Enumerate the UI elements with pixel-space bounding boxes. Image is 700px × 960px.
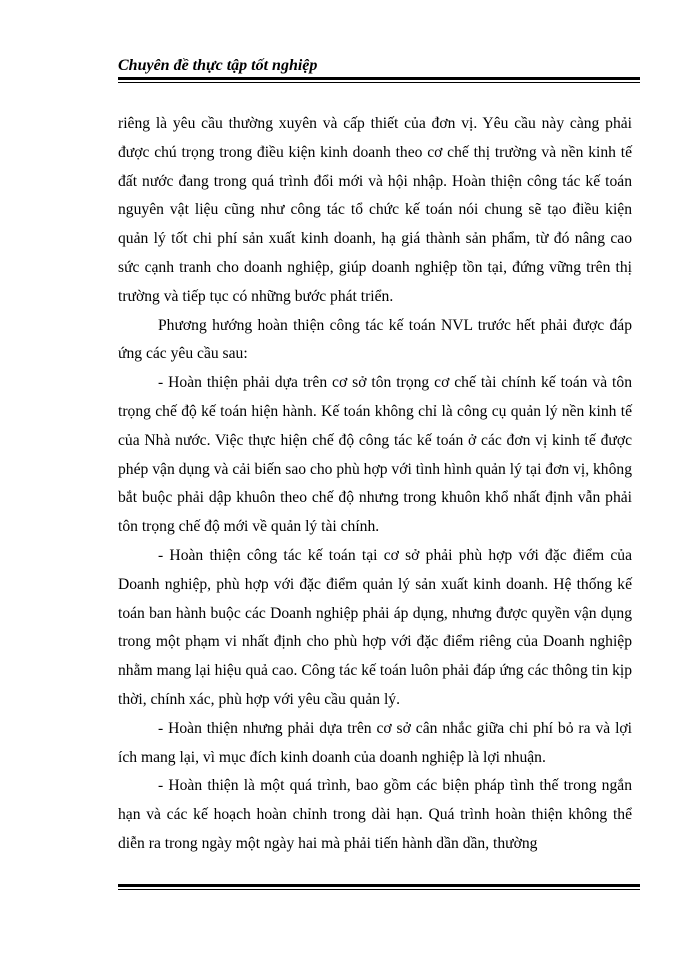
document-body <box>118 110 632 859</box>
paragraph-4: - Hoàn thiện công tác kế toán tại cơ sở phải phù hợp với đặc điểm của Doanh nghiệp, phù hợp với đặc điểm quản lý sản xuất kinh doanh. Hệ thống kế toán ban hành buộc các Doanh nghiệp phải áp dụng, nhưng được quyền vận dụng trong một phạm vi nhất định cho phù hợp với đặc điểm riêng của Doanh nghiệp nhằm mang lại hiệu quả cao. Công tác kế toán luôn phải đáp ứng các thông tin kịp thời, chính xác, phù hợp với yêu cầu quản lý. <box>118 546 632 708</box>
paragraph-1: riêng là yêu cầu thường xuyên và cấp thiết của đơn vị. Yêu cầu này càng phải được chú trọng trong điều kiện kinh doanh theo cơ chế thị trường và nền kinh tế đất nước đang trong quá trình đổi mới và hội nhập. Hoàn thiện công tác kế toán nguyên vật liệu cũng như công tác tổ chức kế toán nói chung sẽ tạo điều kiện quản lý tốt chi phí sản xuất kinh doanh, hạ giá thành sản phẩm, từ đó nâng cao sức cạnh tranh cho doanh nghiệp, giúp doanh nghiệp tồn tại, đứng vững trên thị trường và tiếp tục có những bước phát triển. <box>118 115 632 305</box>
footer-rule <box>118 884 640 887</box>
page-footer <box>118 884 640 887</box>
header-rule <box>118 77 640 80</box>
paragraph-6: - Hoàn thiện là một quá trình, bao gồm các biện pháp tình thế trong ngắn hạn và các kế hoạch hoàn chỉnh trong dài hạn. Quá trình hoàn thiện không thể diễn ra trong ngày một ngày hai mà phải tiến hành dần dần, thường <box>118 777 632 852</box>
paragraph-2: Phương hướng hoàn thiện công tác kế toán NVL trước hết phải được đáp ứng các yêu cầu sau: <box>118 316 632 363</box>
header-title: Chuyên đề thực tập tốt nghiệp <box>118 57 318 74</box>
paragraph-3: - Hoàn thiện phải dựa trên cơ sở tôn trọng cơ chế tài chính kế toán và tôn trọng chế độ kế toán hiện hành. Kế toán không chỉ là công cụ quản lý nền kinh tế của Nhà nước. Việc thực hiện chế độ công tác kế toán ở các đơn vị kinh tế được phép vận dụng và cải biến sao cho phù hợp với tình hình quản lý tại đơn vị, không bắt buộc phải dập khuôn theo chế độ nhưng trong khuôn khổ nhất định vẫn phải tôn trọng chế độ mới về quản lý tài chính. <box>118 374 632 536</box>
paragraph-5: - Hoàn thiện nhưng phải dựa trên cơ sở cân nhắc giữa chi phí bỏ ra và lợi ích mang lại, vì mục đích kinh doanh của doanh nghiệp là lợi nhuận. <box>118 719 632 766</box>
page-header <box>118 56 640 80</box>
